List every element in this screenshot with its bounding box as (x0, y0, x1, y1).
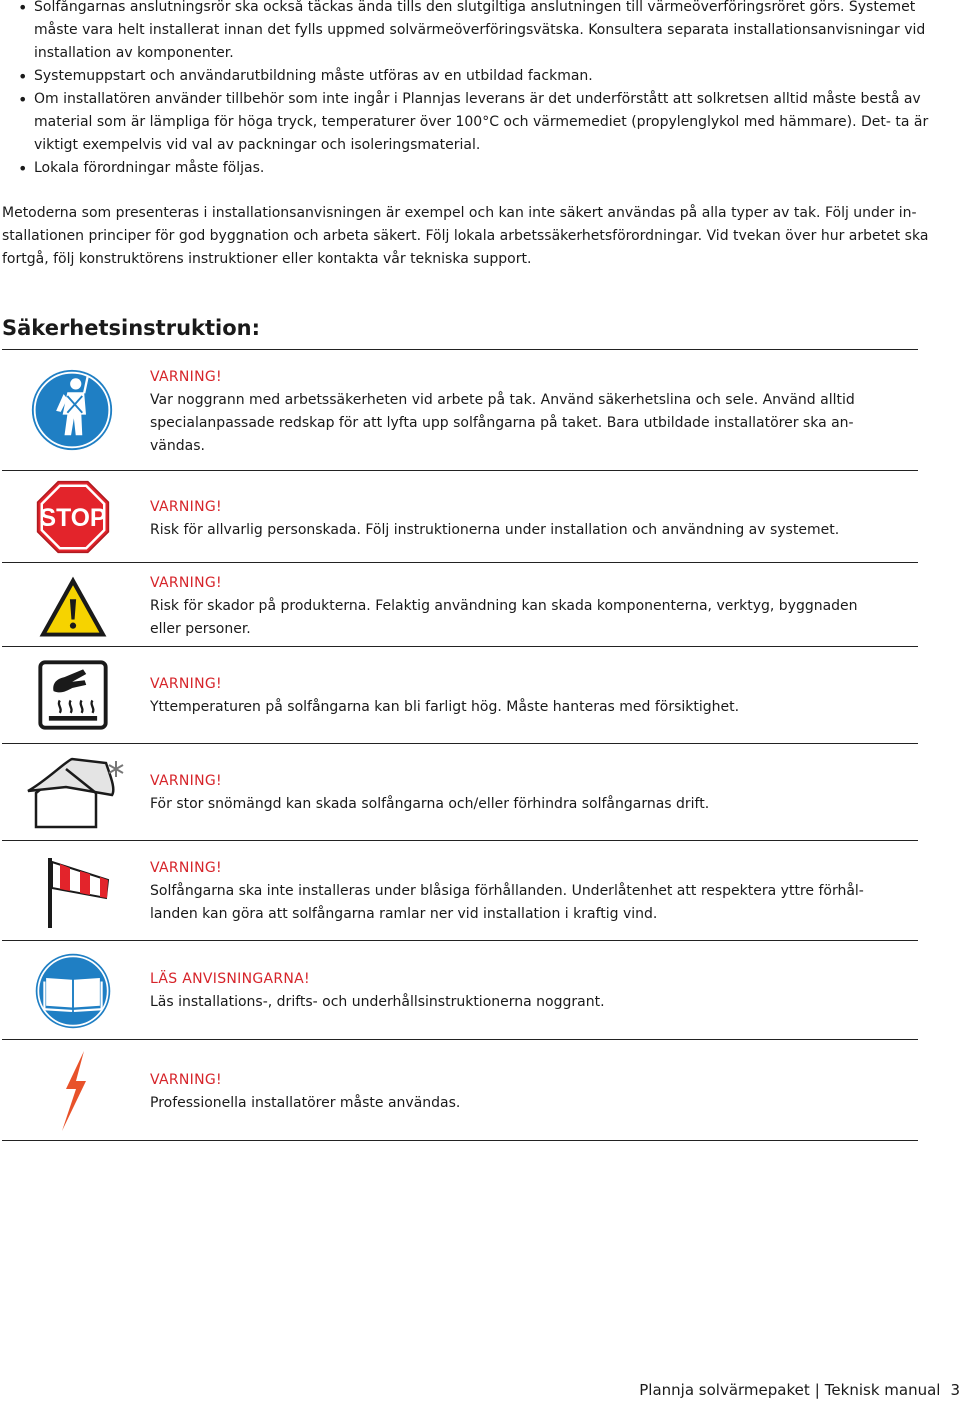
divider (2, 1039, 918, 1040)
divider (2, 743, 918, 744)
warning-title: LÄS ANVISNINGARNA! (150, 971, 310, 987)
list-item: • Solfångarnas anslutningsrör ska också täckas ända tills den slutgiltiga anslutningen till värmeöverföringsröret görs. Systemet måste vara helt installerat innan det fylls uppmed solvärmeöverföringsvätska. Konsultera separata installationsanvisningar vid installation av komponenter. (10, 0, 940, 65)
divider (2, 940, 918, 941)
divider (2, 562, 918, 563)
footer-separator: | (814, 1381, 820, 1399)
list-item: • Om installatören använder tillbehör som inte ingår i Plannjas leverans är det underförstått att solkretsen alltid måste bestå av material som är lämpliga för höga tryck, temperaturer över 100°C och värmemediet (propylenglykol med hämmare). Det- ta är viktigt exempelvis vid val av packningar och isoleringsmaterial. (10, 88, 940, 157)
safety-harness-icon (30, 368, 114, 452)
warning-title: VARNING! (150, 676, 222, 692)
list-item: • Lokala förordningar måste följas. (10, 157, 940, 180)
footer-subtitle: Teknisk manual (824, 1381, 941, 1399)
read-manual-icon (34, 952, 112, 1030)
intro-paragraph: Metoderna som presenteras i installationsanvisningen är exempel och kan inte säkert användas på alla typer av tak. Följ under in- stallationen principer för god byggnation och arbeta säkert. Följ lokala arbetssäkerhetsförordningar. Vid tvekan över hur arbetet ska fortgå, följ konstruktörens instruktioner eller kontakta vår tekniska support. (2, 205, 929, 267)
warning-title: VARNING! (150, 369, 222, 385)
divider (2, 646, 918, 647)
snow-roof-icon (26, 755, 124, 835)
divider (2, 1140, 918, 1141)
warning-title: VARNING! (150, 1072, 222, 1088)
warning-text: Solfångarna ska inte installeras under blåsiga förhållanden. Underlåtenhet att respektera yttre förhål- landen kan göra att solfångarna ramlar ner vid installation i kraftig vind. (150, 883, 864, 922)
warning-title: VARNING! (150, 860, 222, 876)
stop-sign-icon (36, 480, 110, 554)
svg-text:STOP: STOP (39, 505, 107, 533)
footer-title: Plannja solvärmepaket (639, 1381, 810, 1399)
warning-text: Yttemperaturen på solfångarna kan bli farligt hög. Måste hanteras med försiktighet. (150, 699, 740, 715)
lightning-icon (56, 1049, 90, 1133)
divider (2, 470, 918, 471)
warning-title: VARNING! (150, 773, 222, 789)
warning-text: Professionella installatörer måste användas. (150, 1095, 461, 1111)
warning-triangle-icon (38, 574, 108, 640)
warning-title: VARNING! (150, 499, 222, 515)
page-footer (639, 1380, 960, 1400)
warning-text: För stor snömängd kan skada solfångarna och/eller förhindra solfångarnas drift. (150, 796, 710, 812)
section-heading: Säkerhetsinstruktion: (2, 316, 260, 340)
warning-title: VARNING! (150, 575, 222, 591)
page-number: 3 (950, 1381, 960, 1399)
divider (2, 349, 918, 350)
warning-text: Risk för skador på produkterna. Felaktig användning kan skada komponenterna, verktyg, byggnaden eller personer. (150, 598, 858, 637)
warning-text: Risk för allvarlig personskada. Följ instruktionerna under installation och användning av systemet. (150, 522, 840, 538)
windsock-icon (44, 854, 116, 930)
requirements-list (10, 0, 940, 180)
list-item: • Systemuppstart och användarutbildning måste utföras av en utbildad fackman. (10, 65, 940, 88)
warning-text: Var noggrann med arbetssäkerheten vid arbete på tak. Använd säkerhetslina och sele. Använd alltid specialanpassade redskap för att lyfta upp solfångarna på taket. Bara utbildade installatörer ska an- vändas. (150, 392, 855, 454)
warning-text: Läs installations-, drifts- och underhållsinstruktionerna noggrant. (150, 994, 605, 1010)
divider (2, 840, 918, 841)
hot-surface-icon (38, 660, 108, 730)
